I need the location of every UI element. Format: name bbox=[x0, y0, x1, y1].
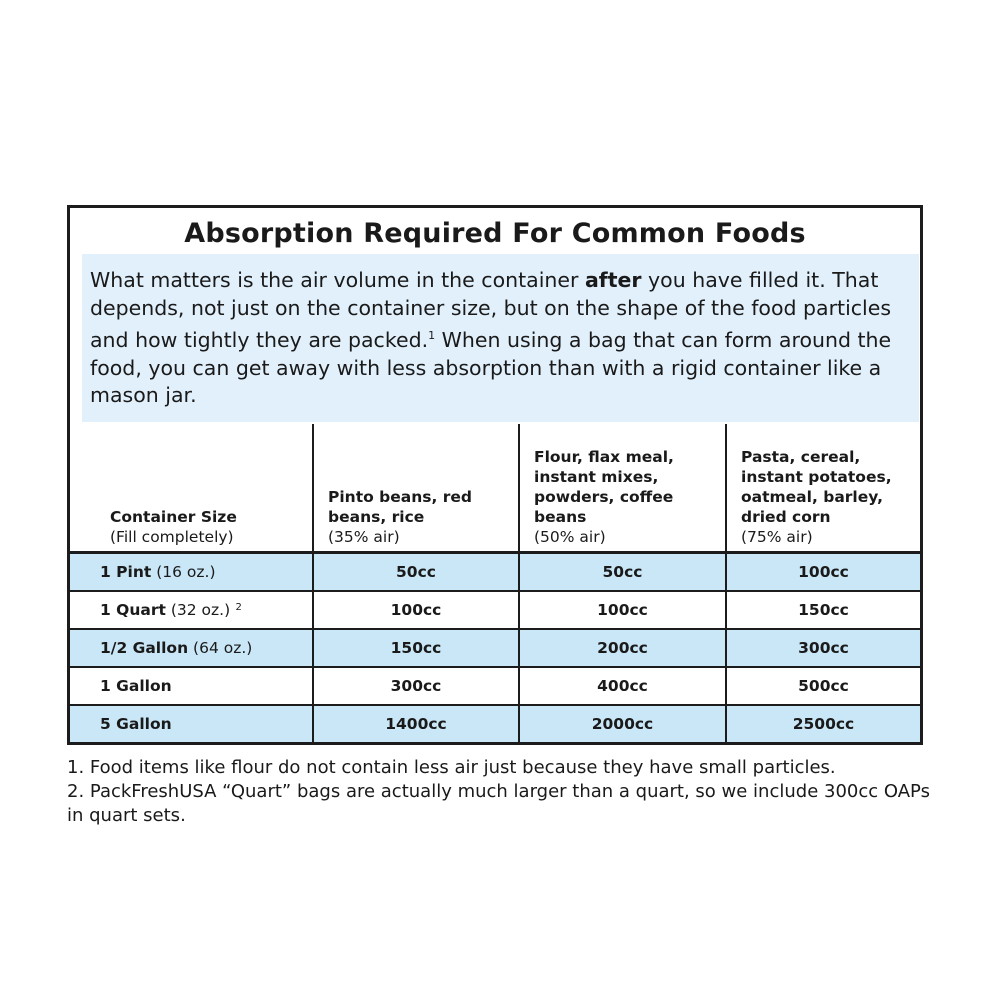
header-title: Pinto beans, red beans, rice bbox=[328, 488, 473, 526]
value-cell: 400cc bbox=[519, 667, 726, 705]
size-detail: (64 oz.) bbox=[188, 639, 253, 657]
size-label: 1 Pint bbox=[100, 563, 152, 581]
intro-text-3: When using a bag that can form around the food, you can get away with less absorption than with a rigid container like a mason jar. bbox=[90, 328, 892, 407]
value-cell: 2000cc bbox=[519, 705, 726, 743]
value-cell: 100cc bbox=[726, 553, 920, 592]
value-cell: 200cc bbox=[519, 629, 726, 667]
footnote-mark: 2 bbox=[235, 602, 242, 613]
size-label: 1 Gallon bbox=[100, 677, 172, 695]
intro-paragraph bbox=[82, 254, 919, 422]
header-75-air bbox=[726, 424, 920, 553]
size-detail: (32 oz.) bbox=[165, 601, 231, 619]
table-row bbox=[70, 629, 920, 667]
header-subtitle: (Fill completely) bbox=[110, 528, 234, 546]
table-row bbox=[70, 667, 920, 705]
header-title: Flour, flax meal, instant mixes, powders, coffee beans bbox=[534, 448, 674, 526]
table-row bbox=[70, 591, 920, 629]
container-size-cell bbox=[70, 629, 313, 667]
header-container-size bbox=[70, 424, 313, 553]
size-label: 5 Gallon bbox=[100, 715, 172, 733]
container-size-cell bbox=[70, 705, 313, 743]
value-cell: 100cc bbox=[519, 591, 726, 629]
value-cell: 1400cc bbox=[313, 705, 519, 743]
table-row bbox=[70, 705, 920, 743]
value-cell: 150cc bbox=[313, 629, 519, 667]
footnote-mark: 1 bbox=[428, 329, 436, 342]
value-cell: 300cc bbox=[726, 629, 920, 667]
container-size-cell bbox=[70, 553, 313, 592]
size-label: 1 Quart bbox=[100, 601, 166, 619]
card-title: Absorption Required For Common Foods bbox=[184, 218, 806, 249]
size-detail: (16 oz.) bbox=[151, 563, 216, 581]
header-title: Container Size bbox=[110, 508, 237, 526]
table-header-row bbox=[70, 424, 920, 553]
footnote-2: 2. PackFreshUSA “Quart” bags are actually much larger than a quart, so we include 300cc OAPs in quart sets. bbox=[67, 781, 930, 826]
size-label: 1/2 Gallon bbox=[100, 639, 189, 657]
header-35-air bbox=[313, 424, 519, 553]
absorption-table bbox=[70, 424, 920, 744]
header-title: Pasta, cereal, instant potatoes, oatmeal, barley, dried corn bbox=[741, 448, 892, 526]
footnote-1: 1. Food items like flour do not contain less air just because they have small particles. bbox=[67, 757, 836, 778]
header-subtitle: (35% air) bbox=[328, 528, 400, 546]
value-cell: 300cc bbox=[313, 667, 519, 705]
header-subtitle: (50% air) bbox=[534, 528, 606, 546]
footnotes bbox=[67, 756, 947, 828]
container-size-cell bbox=[70, 667, 313, 705]
value-cell: 2500cc bbox=[726, 705, 920, 743]
intro-text-2: you have filled it. That depends, not just on the container size, but on the shape of the food particles and how tightly they are packed. bbox=[90, 268, 892, 352]
value-cell: 100cc bbox=[313, 591, 519, 629]
header-50-air bbox=[519, 424, 726, 553]
intro-emphasis: after bbox=[584, 268, 642, 292]
value-cell: 500cc bbox=[726, 667, 920, 705]
value-cell: 50cc bbox=[313, 553, 519, 592]
value-cell: 150cc bbox=[726, 591, 920, 629]
value-cell: 50cc bbox=[519, 553, 726, 592]
intro-text-1: What matters is the air volume in the container bbox=[90, 268, 585, 292]
table-row bbox=[70, 553, 920, 592]
header-subtitle: (75% air) bbox=[741, 528, 813, 546]
container-size-cell bbox=[70, 591, 313, 629]
absorption-card bbox=[67, 205, 923, 745]
